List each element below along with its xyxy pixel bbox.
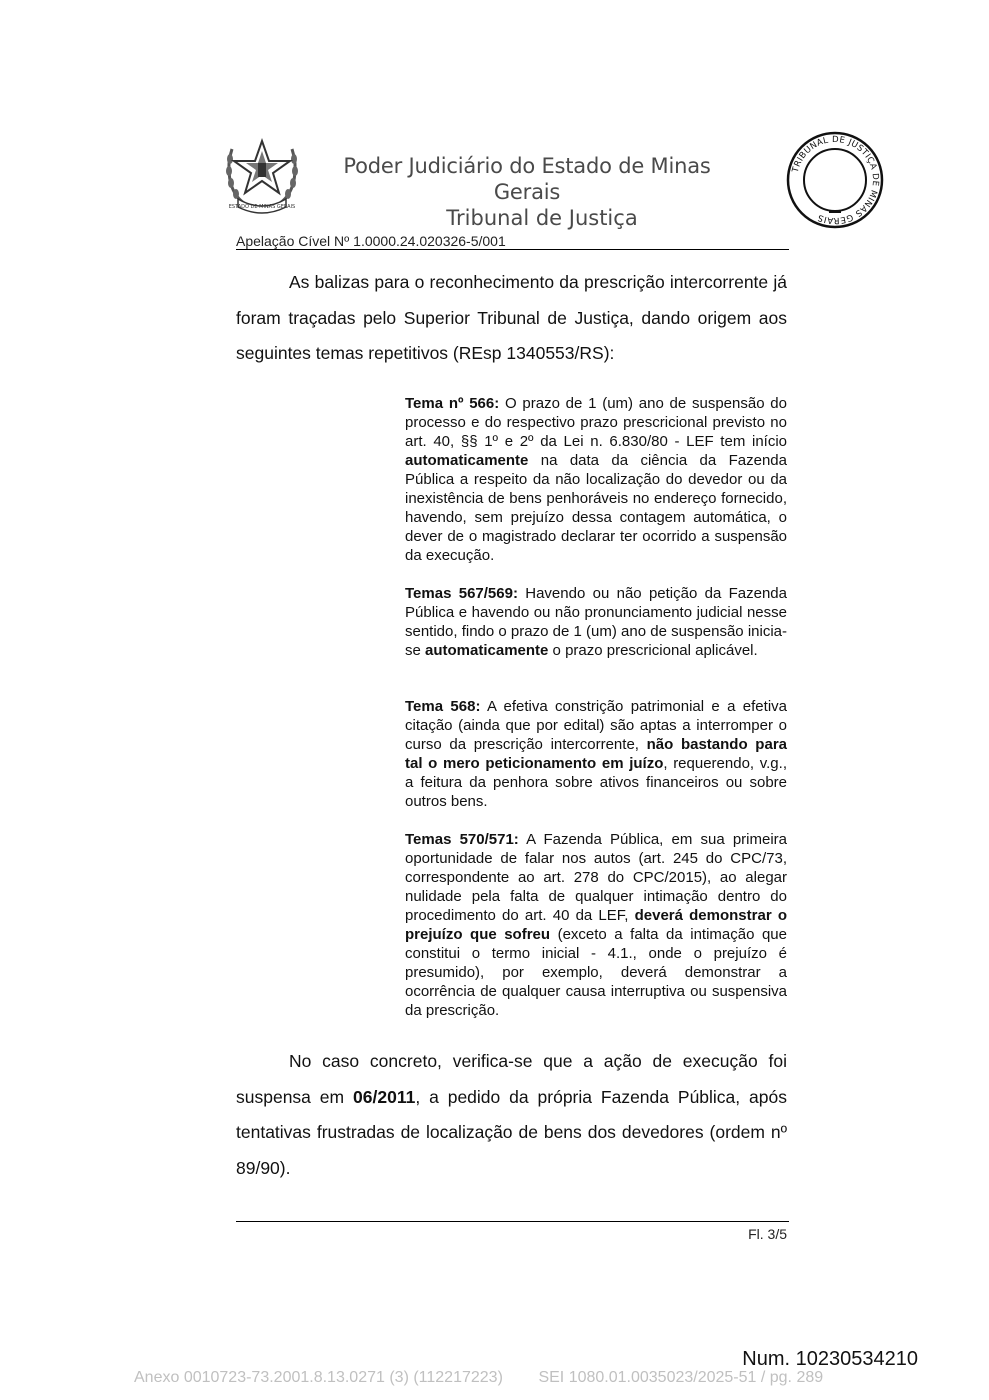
tema-566-block: Tema nº 566: O prazo de 1 (um) ano de suspensão do processo e do respectivo prazo prescricional previsto no art. 40, §§ 1º e 2º da Lei n. 6.830/80 - LEF tem início automaticamente na data da ciência da Fazenda Pública a respeito da não localização do devedor ou da inexistência de bens penhoráveis no endereço fornecido, havendo, sem prejuízo dessa contagem automática, o dever de o magistrado declarar ter ocorrido a suspensão da execução. <box>405 395 787 564</box>
coat-of-arms-icon <box>224 137 300 217</box>
court-header <box>312 153 742 231</box>
intro-paragraph: As balizas para o reconhecimento da prescrição intercorrente já foram traçadas pelo Superior Tribunal de Justiça, dando origem aos seguintes temas repetitivos (REsp 1340553/RS): <box>236 272 787 363</box>
tema-label: Tema 568: <box>405 698 481 715</box>
tema-label: Temas 567/569: <box>405 585 518 602</box>
footer-divider <box>236 1221 789 1222</box>
court-subtitle: Tribunal de Justiça <box>446 206 638 230</box>
concrete-case-paragraph: No caso concreto, verifica-se que a ação de execução foi suspensa em 06/2011, a pedido da própria Fazenda Pública, após tentativas frustradas de localização de bens dos devedores (ordem nº 89/90). <box>236 1051 788 1178</box>
tribunal-seal-icon <box>785 130 885 230</box>
annex-reference: Anexo 0010723-73.2001.8.13.0271 (3) (112217223) SEI 1080.01.0035023/2025-51 / pg. 289 <box>134 1369 824 1386</box>
tema-label: Temas 570/571: <box>405 831 519 848</box>
tema-568-block: Tema 568: A efetiva constrição patrimonial e a efetiva citação (ainda que por edital) são aptas a interromper o curso da prescrição intercorrente, não bastando para tal o mero peticionamento em juízo, requerendo, v.g., a feitura da penhora sobre ativos financeiros ou sobre outros bens. <box>405 698 787 810</box>
case-number: Apelação Cível Nº 1.0000.24.020326-5/001 <box>236 233 506 249</box>
crest-text: ESTADO DE MINAS GERAIS <box>228 204 296 210</box>
header-divider <box>236 249 789 250</box>
tema-label: Tema nº 566: <box>405 395 500 412</box>
seal-text: TRIBUNAL DE JUSTIÇA DE MINAS GERAIS <box>790 134 881 226</box>
document-number: Num. 10230534210 <box>742 1348 918 1370</box>
temas-570-571-block: Temas 570/571: A Fazenda Pública, em sua primeira oportunidade de falar nos autos (art. 245 do CPC/73, correspondente ao art. 278 do CPC/2015), ao alegar nulidade pela falta de qualquer intimação dentro do procedimento do art. 40 da LEF, deverá demonstrar o prejuízo que sofreu (exceto a falta da intimação que constitui o termo inicial - 4.1., onde o prejuízo é presumido), por exemplo, deverá demonstrar a ocorrência de qualquer causa interruptiva ou suspensiva da prescrição. <box>405 831 787 1019</box>
page-folio: Fl. 3/5 <box>748 1226 787 1242</box>
temas-567-569-block: Temas 567/569: Havendo ou não petição da Fazenda Pública e havendo ou não pronunciamento judicial nesse sentido, findo o prazo de 1 (um) ano de suspensão inicia-se automaticamente o prazo prescricional aplicável. <box>405 585 787 659</box>
court-title: Poder Judiciário do Estado de Minas Gerais <box>343 154 711 204</box>
